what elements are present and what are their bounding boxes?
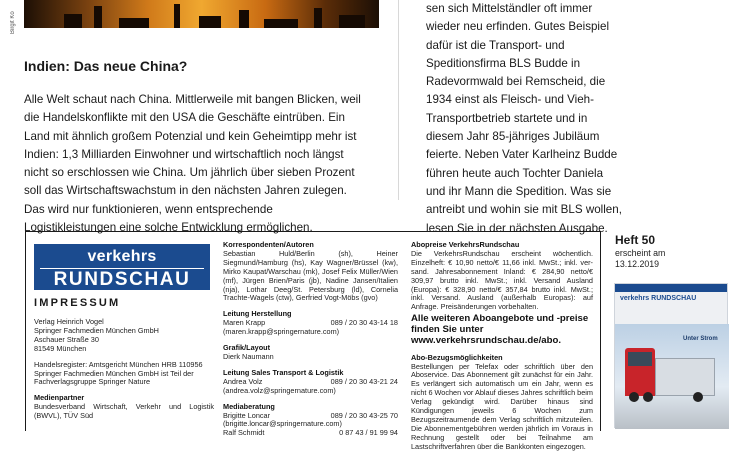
options-text: Bestellungen per Telefax oder schriftlich über den Aboservice. Das Abonnement gilt zunächst für ein Jahr. Es verlängert sich automatisch um ein Jahr, wenn es nicht 6 Wochen vor Ablauf dieses Jahres schriftlich beim Verlag gekündigt wird. Darüber hinaus sind Kündigungen jeweils 6 Wochen zum Bezugszeitraumende dem Verlag schriftlich mitzuteilen. Die Abonnementgebühren werden jährlich im Voraus in Rechnung gestellt oder bei Teilnahme am Lastschriftverfahren über die Bankkonten eingezogen. — [411, 361, 593, 451]
header-photo — [24, 0, 379, 28]
issue-label: Heft 50 — [615, 233, 656, 247]
production-name: Maren Krapp — [223, 318, 266, 328]
production-phone: 089 / 20 30 43-14 18 — [330, 318, 398, 328]
next-issue-info — [615, 233, 665, 270]
issue-date: 13.12.2019 — [615, 259, 660, 269]
article-body: Alle Welt schaut nach China. Mittlerweile mit bangen Blicken, weil die Handelskonflikte mit den USA die Geschäfte eintrüben. Ein Land mit ähnlich großem Potenzial und kein Geheimtipp mehr ist Indien: 1,3 Milliarden Einwohner und wirtschaftlich noch längst nicht so erschlossen wie China. Um jährlich über sieben Prozent soll das Wirtschaftswachstum in den nächsten Jahren zulegen. Das wird nur funktionieren, wenn entsprechende Logistikleistungen eine solche Entwicklung ermöglichen. — [24, 93, 361, 235]
graphics-name: Dierk Naumann — [223, 351, 274, 361]
cover-masthead: verkehrs RUNDSCHAU — [620, 295, 697, 302]
subscription-cta[interactable]: Alle weiteren Aboangebote und -preise finden Sie unter www.verkehrsrundschau.de/abo. — [411, 313, 589, 346]
publisher-address: Verlag Heinrich Vogel Springer Fachmedien München GmbH Aschauer Straße 30 81549 München — [34, 317, 159, 353]
cover-wheel — [693, 392, 703, 402]
article-heading: Indien: Das neue China? — [24, 58, 188, 74]
production-heading: Leitung Herstellung — [223, 309, 292, 319]
logo-line1: verkehrs — [87, 248, 157, 265]
handelsregister: Handelsregister: Amtsgericht München HRB 110956 Springer Fachmedien München GmbH ist Teil der Fachverlagsgruppe Springer Nature — [34, 359, 203, 387]
issue-appears: erscheint am — [615, 248, 666, 258]
issue-cover-image — [614, 283, 728, 428]
sales-phone: 089 / 20 30 43-21 24 — [330, 376, 398, 386]
cover-wheel — [629, 392, 639, 402]
cover-wheel — [643, 392, 653, 402]
impressum-publisher-column — [34, 318, 214, 421]
logo-line2: RUNDSCHAU — [53, 269, 191, 290]
subscription-column — [411, 241, 593, 452]
media-phone: 089 / 20 30 43-25 70 — [330, 410, 398, 420]
prices-heading: Abopreise VerkehrsRundschau — [411, 240, 520, 249]
media-partner-text: Bundesverband Wirtschaft, Verkehr und Logistik (BWVL), TÜV Süd — [34, 402, 214, 421]
sales-name: Andrea Volz — [223, 376, 263, 386]
contacts-column — [223, 241, 398, 438]
article-right-column: sen sich Mittelständler oft immer wieder neu erfinden. Gutes Beispiel dafür ist die Transport- und Speditionsfirma BLS Budde in Radevormwald bei Remscheid, die 1934 einst als Fleisch- und Vieh-Transportbetrieb startete und in diesem Jahr 85-jähriges Jubiläum feierte. Neben Vater Karlheinz Budde führen heute auch Tochter Daniela und ihr Mann die Spedition. Was sie antreibt und wohin sie mit BLS wollen, lesen Sie in der nächsten Ausgabe. — [426, 2, 622, 235]
media-partner-heading: Medienpartner — [34, 393, 85, 403]
cover-top-bar — [615, 284, 727, 292]
correspondents-heading: Korrespondenten/Autoren — [223, 240, 314, 249]
cover-truck-trailer — [655, 358, 715, 396]
prices-text: Die VerkehrsRundschau erscheint wöchentlich. Einzelheft: € 10,90 netto/€ 11,66 inkl. MwSt.; inkl. ver-sand. Jahresabonnement Inland: € 284,90 netto/€ 309,97 brutto inkl. MwSt.; inkl. Versand Ausland (Europa): € 328,90 netto/€ 357,84 brutto inkl. MwSt.; inkl. Versand. Ausland (außerhalb Europas): auf Anfrage. Preisänderungen vorbehalten. — [411, 248, 593, 312]
media-heading: Mediaberatung — [223, 401, 275, 411]
cover-truck-window — [628, 352, 652, 366]
sales-heading: Leitung Sales Transport & Logistik — [223, 367, 344, 377]
correspondents-list: Sebastian Huld/Berlin (sh), Heiner Siegmund/Hamburg (hs), Kay Wagner/Brüssel (kw), Mirko Kaupat/Warschau (mk), Josef Felix Müller/Wien (mf), Jürgen Brien/Paris (jb), Nadine Jansen/Italien (nja), Lothar Deeg/St. Petersburg (ld), Cornelia Trachte-Wagels (ctw), Gerfried Vogt-Möbs (gvo) — [223, 248, 398, 303]
impressum-title: IMPRESSUM — [34, 297, 121, 309]
media-phone-2: 0 87 43 / 91 99 94 — [339, 428, 398, 438]
column-divider — [398, 0, 399, 200]
sales-email[interactable]: (andrea.volz@springernature.com) — [223, 385, 336, 395]
media-name: Brigitte Loncar — [223, 410, 271, 420]
production-email[interactable]: (maren.krapp@springernature.com) — [223, 327, 340, 337]
media-name-2: Ralf Schmidt — [223, 428, 265, 438]
verkehrsrundschau-logo — [34, 244, 210, 290]
graphics-heading: Grafik/Layout — [223, 343, 271, 353]
options-heading: Abo-Bezugsmöglichkeiten — [411, 352, 503, 362]
cover-headline: Unter Strom — [683, 336, 718, 342]
media-email[interactable]: (brigitte.loncar@springernature.com) — [223, 419, 342, 429]
photo-credit: Birgit Ko — [10, 11, 16, 34]
